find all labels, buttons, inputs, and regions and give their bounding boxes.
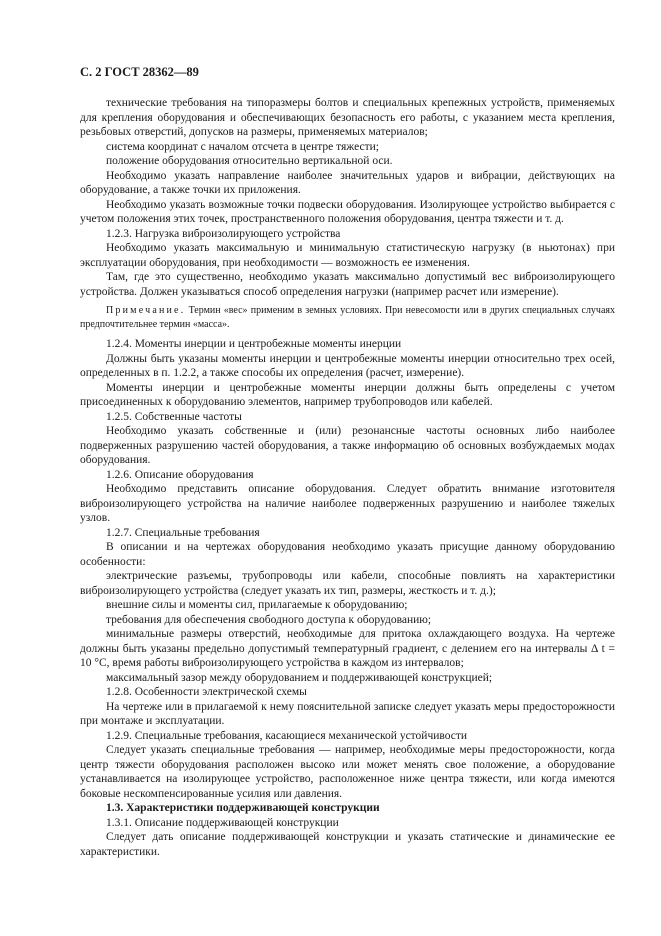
paragraph: Следует указать специальные требования — например, необходимые меры предосторожности, когда центр тяжести оборудования расположен высоко или может менять свое положение, а оборудование устанавливается на изолирующее устройство, расположенное ниже центра тяжести, или когда имеются боковые нескомпенсированные усилия или давления. <box>80 744 615 800</box>
page-header: С. 2 ГОСТ 28362—89 <box>80 65 199 79</box>
section-heading: 1.3. Характеристики поддерживающей конструкции <box>106 802 380 814</box>
paragraph: Необходимо указать возможные точки подвески оборудования. Изолирующее устройство выбирается с учетом положения этих точек, пространственного положения оборудования, центра тяжести и т. д. <box>80 198 615 225</box>
paragraph: технические требования на типоразмеры болтов и специальных крепежных устройств, применяемых для крепления оборудования и обеспечивающих безопасность его работы, с указанием места крепления, резьбовых отверстий, допусков на размеры, применяемых материалов; <box>80 97 615 138</box>
paragraph: требования для обеспечения свободного доступа к оборудованию; <box>106 613 432 626</box>
note <box>80 304 615 331</box>
paragraph: Должны быть указаны моменты инерции и центробежные моменты инерции относительно трех осей, определенных в п. 1.2.2, а также способы их определения (расчет, измерение). <box>80 352 615 379</box>
paragraph: В описании и на чертежах оборудования необходимо указать присущие данному оборудованию особенности: <box>80 541 615 568</box>
note-text: Термин «вес» применим в земных условиях. При невесомости или в других специальных случаях предпочтительнее термин «масса». <box>80 305 615 330</box>
subsection-heading: 1.2.4. Моменты инерции и центробежные моменты инерции <box>106 338 402 350</box>
paragraph: Моменты инерции и центробежные моменты инерции должны быть определены с учетом присоединенных к оборудованию элементов, например трубопроводов или кабелей. <box>80 381 615 408</box>
subsection-heading: 1.2.6. Описание оборудования <box>106 468 254 481</box>
subsection-heading: 1.2.9. Специальные требования, касающиеся механической устойчивости <box>106 729 468 742</box>
paragraph: положение оборудования относительно вертикальной оси. <box>106 155 393 167</box>
note-label: Примечание. <box>106 305 186 316</box>
document-body <box>80 96 615 859</box>
paragraph: На чертеже или в прилагаемой к нему пояснительной записке следует указать меры предосторожности при монтаже и эксплуатации. <box>80 700 615 727</box>
subsection-heading: 1.2.7. Специальные требования <box>106 526 260 539</box>
paragraph: Там, где это существенно, необходимо указать максимально допустимый вес виброизолирующего устройства. Должен указываться способ определения нагрузки (например расчет или измерение). <box>80 271 615 298</box>
paragraph: Необходимо указать направление наиболее значительных ударов и вибрации, действующих на оборудование, а также точки их приложения. <box>80 169 615 196</box>
subsection-heading: 1.3.1. Описание поддерживающей конструкции <box>106 816 339 829</box>
subsection-heading: 1.2.5. Собственные частоты <box>106 410 242 423</box>
paragraph: электрические разъемы, трубопроводы или кабели, способные повлиять на характеристики виброизолирующего устройства (следует указать их тип, размеры, жесткость и т. д.); <box>80 570 615 597</box>
paragraph: система координат с началом отсчета в центре тяжести; <box>106 140 379 153</box>
subsection-heading: 1.2.8. Особенности электрической схемы <box>106 686 307 698</box>
paragraph: Необходимо указать собственные и (или) резонансные частоты основных либо наиболее подверженных разрушению частей оборудования, а также информацию об основных возбуждаемых модах оборудования. <box>80 425 615 466</box>
paragraph: Необходимо представить описание оборудования. Следует обратить внимание изготовителя виброизолирующего устройства на наличие наиболее подверженных разрушению и наиболее тяжелых узлов. <box>80 483 615 524</box>
paragraph: внешние силы и моменты сил, прилагаемые к оборудованию; <box>106 599 408 611</box>
subsection-heading: 1.2.3. Нагрузка виброизолирующего устройства <box>106 227 341 240</box>
paragraph: Необходимо указать максимальную и минимальную статистическую нагрузку (в ньютонах) при эксплуатации оборудования, при необходимости — возможность ее изменения. <box>80 242 615 269</box>
paragraph: минимальные размеры отверстий, необходимые для притока охлаждающего воздуха. На чертеже должны быть указаны предельно допустимый температурный градиент, с делением его на интервалы Δ t = 10 °С, время работы виброизолирующего устройства в каждом из интервалов; <box>80 628 615 669</box>
paragraph: максимальный зазор между оборудованием и поддерживающей конструкцией; <box>106 671 493 684</box>
paragraph: Следует дать описание поддерживающей конструкции и указать статические и динамические ее характеристики. <box>80 831 615 858</box>
